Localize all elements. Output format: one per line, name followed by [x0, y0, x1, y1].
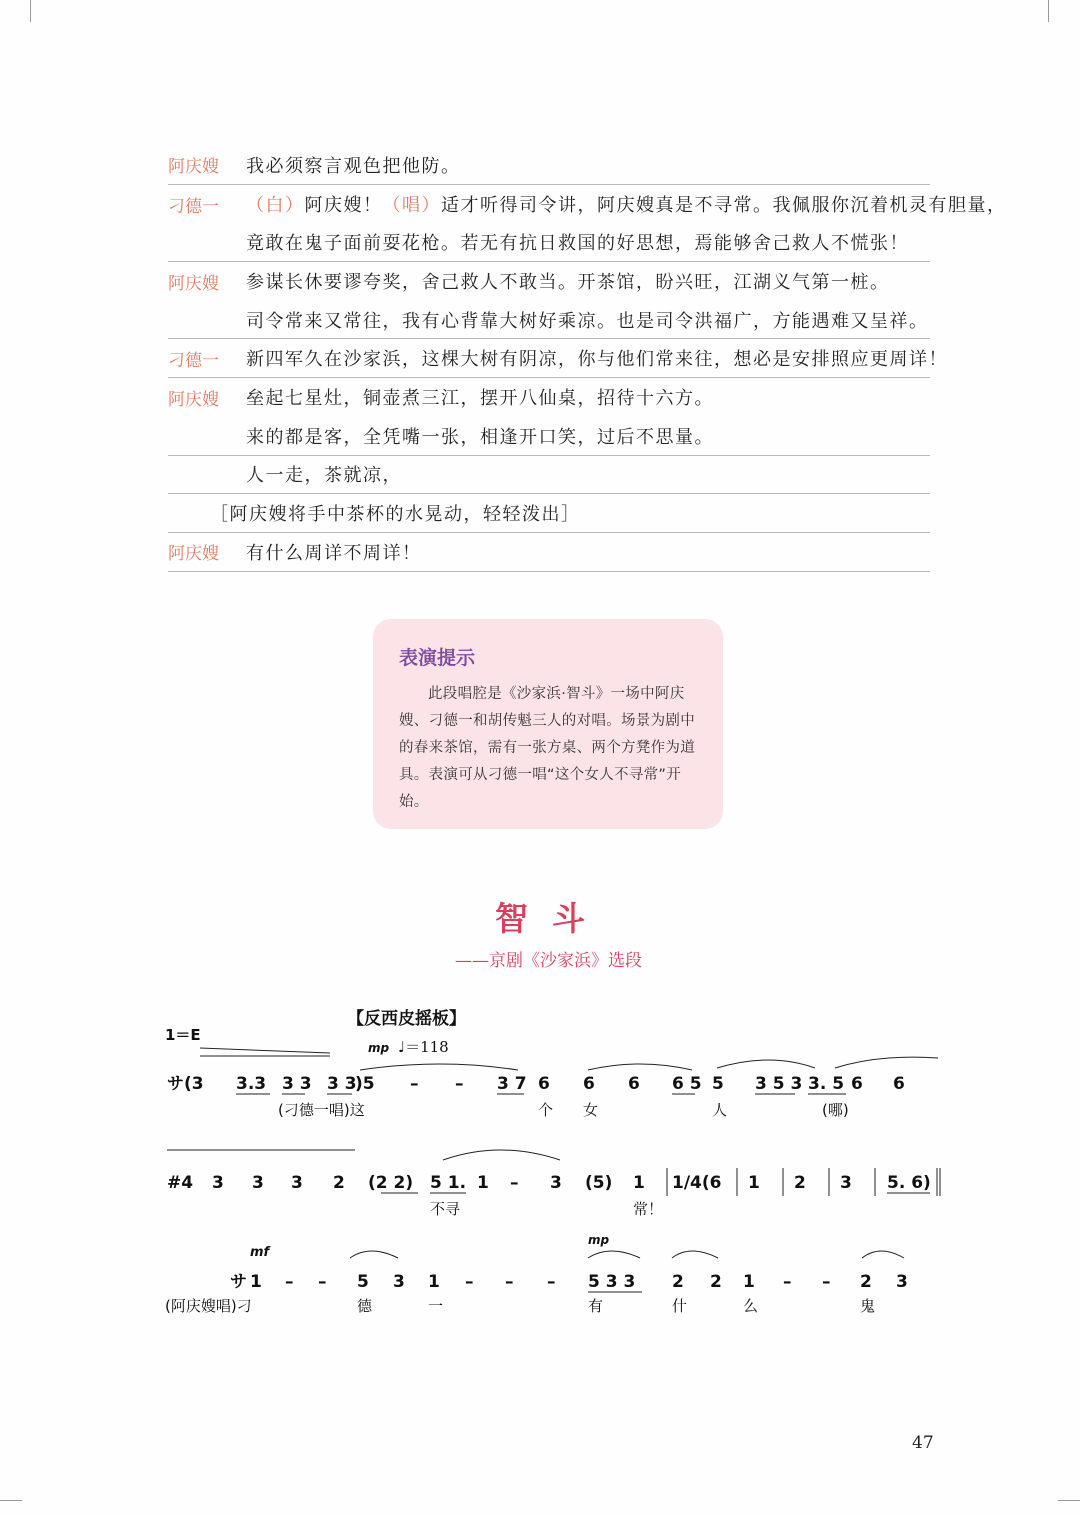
key-signature: 1＝E: [165, 1026, 201, 1044]
score-note: 3 3: [327, 1074, 357, 1094]
dialogue-row: [168, 456, 930, 495]
score-lyric: 不寻: [430, 1200, 461, 1218]
score-note: 1: [477, 1173, 489, 1193]
line-text: 竟敢在鬼子面前耍花枪。若无有抗日救国的好思想，焉能够舍己救人不慌张！: [246, 233, 909, 255]
dialogue-row: [168, 146, 930, 185]
dialogue-row: [168, 417, 930, 456]
score-note: 3: [896, 1272, 908, 1292]
score-note: (2 2): [368, 1173, 414, 1193]
line-text: 我必须察言观色把他防。: [246, 155, 461, 177]
score-note: サ(3: [167, 1074, 204, 1094]
score-note: 3 7: [497, 1074, 527, 1094]
score-note: 3: [550, 1173, 562, 1193]
score-lyric: 个: [538, 1101, 554, 1119]
score-note: 3.3: [236, 1074, 267, 1094]
line-text: 适才听得司令讲，阿庆嫂真是不寻常。我佩服你沉着机灵有胆量，: [441, 195, 1007, 217]
tip-body: 此段唱腔是《沙家浜·智斗》一场中阿庆嫂、刁德一和胡传魁三人的对唱。场景为剧中的春来茶馆，需有一张方桌、两个方凳作为道具。表演可从刁德一唱“这个女人不寻常”开始。: [399, 686, 695, 810]
score-lyric: 一: [428, 1297, 444, 1315]
dynamic-mark: mp: [588, 1233, 610, 1247]
score-note: 2: [860, 1272, 872, 1292]
crop-mark: [1048, 0, 1049, 22]
score-note: 3: [291, 1173, 303, 1193]
score-note: #4: [167, 1173, 194, 1193]
score-lyric: 女: [583, 1101, 599, 1119]
speaker-label: 阿庆嫂: [168, 273, 219, 294]
performance-tip-box: [373, 619, 723, 829]
line-text: 有什么周详不周详！: [246, 542, 422, 564]
score-note: 1: [250, 1272, 262, 1292]
crop-mark: [1058, 1500, 1080, 1501]
line-text: 参谋长休要谬夸奖，舍己救人不敢当。开茶馆，盼兴旺，江湖义气第一桩。: [246, 272, 890, 294]
dialogue-row: [168, 185, 1007, 224]
score-note: 3: [212, 1173, 224, 1193]
score-note: –: [822, 1272, 831, 1292]
dialogue-row: [168, 223, 930, 262]
score-note: 3 5 3: [755, 1074, 803, 1094]
tempo-mark: ♩＝118: [398, 1038, 449, 1056]
score-lyric: 德: [357, 1297, 373, 1315]
score-note: 1: [743, 1272, 755, 1292]
score-lyric: 人: [712, 1101, 728, 1119]
score-lyric: 什: [672, 1297, 688, 1315]
speaker-label: 刁德一: [168, 196, 219, 217]
dialogue-row: [168, 262, 930, 301]
score-note: –: [318, 1272, 327, 1292]
score-note: 5: [357, 1272, 369, 1292]
dialogue-row: [168, 301, 930, 340]
score-note: –: [510, 1173, 519, 1193]
score-note: 5: [712, 1074, 724, 1094]
dialogue-row: [168, 378, 930, 417]
score-note: –: [455, 1074, 464, 1094]
line-text: 垒起七星灶，铜壶煮三江，摆开八仙桌，招待十六方。: [246, 388, 714, 410]
score-note: 3: [840, 1173, 852, 1193]
line-text: 阿庆嫂！: [304, 195, 383, 217]
score-note: 1: [748, 1173, 760, 1193]
score-note: 5 1.: [430, 1173, 467, 1193]
score-note: 3: [252, 1173, 264, 1193]
score-note: 2: [333, 1173, 345, 1193]
speaker-label: 阿庆嫂: [168, 544, 219, 565]
score-note: –: [410, 1074, 419, 1094]
score-note: 6: [851, 1074, 863, 1094]
line-text: 来的都是客，全凭嘴一张，相逢开口笑，过后不思量。: [246, 426, 714, 448]
stage-mark: （白）: [246, 195, 305, 217]
score-note: 3: [393, 1272, 405, 1292]
score-note: 2: [672, 1272, 684, 1292]
dynamic-mark: mp: [368, 1041, 390, 1055]
score-note: 2: [710, 1272, 722, 1292]
dialogue-row: [168, 339, 948, 378]
mode-label: 【反西皮摇板】: [347, 1009, 466, 1029]
score-lyric: 么: [743, 1297, 759, 1315]
score-note: 6: [628, 1074, 640, 1094]
score-note: サ: [230, 1272, 247, 1292]
stage-mark: （唱）: [382, 195, 441, 217]
line-text: 新四军久在沙家浜，这棵大树有阴凉，你与他们常来往，想必是安排照应更周详！: [246, 349, 948, 371]
score-note: 6 5: [672, 1074, 702, 1094]
speaker-label: 刁德一: [168, 350, 219, 371]
score-note: )5: [355, 1074, 375, 1094]
crop-mark: [30, 0, 31, 22]
score-note: 3 3: [282, 1074, 312, 1094]
score-note: –: [783, 1272, 792, 1292]
line-text: 司令常来又常往，我有心背靠大树好乘凉。也是司令洪福广，方能遇难又呈祥。: [246, 310, 929, 332]
score-lyric: (阿庆嫂唱)刁: [165, 1297, 252, 1315]
score-note: 2: [794, 1173, 806, 1193]
dialogue-table: [168, 146, 1007, 572]
score-lyric: (刁德一唱)这: [278, 1101, 365, 1119]
score-note: –: [505, 1272, 514, 1292]
score-note: 1: [428, 1272, 440, 1292]
score-note: –: [465, 1272, 474, 1292]
score-lyric: 鬼: [860, 1297, 876, 1315]
speaker-label: 阿庆嫂: [168, 157, 219, 178]
score-lyric: 有: [588, 1297, 604, 1315]
score-note: –: [285, 1272, 294, 1292]
dialogue-row: [168, 494, 930, 533]
tip-title: 表演提示: [399, 647, 476, 669]
crop-mark: [0, 1500, 22, 1501]
page-number: 47: [912, 1433, 934, 1453]
score-note: 3. 5: [808, 1074, 845, 1094]
score-note: 6: [893, 1074, 905, 1094]
score-note: (5): [585, 1173, 613, 1193]
score-lyric: (哪): [822, 1101, 849, 1119]
score-lyric: 常！: [633, 1200, 664, 1218]
score-note: 5. 6): [887, 1173, 931, 1193]
stage-direction: ［阿庆嫂将手中茶杯的水晃动，轻轻泼出］: [210, 504, 581, 526]
score-note: 6: [583, 1074, 595, 1094]
line-text: 人一走，茶就凉，: [246, 465, 402, 487]
notation-lines: [167, 1048, 940, 1292]
song-subtitle: ——京剧《沙家浜》选段: [455, 951, 642, 971]
dynamic-mark: mf: [250, 1245, 270, 1260]
song-title: 智斗: [495, 899, 609, 938]
speaker-label: 阿庆嫂: [168, 389, 219, 410]
score-note: 1: [633, 1173, 645, 1193]
dialogue-row: [168, 533, 930, 572]
score-note: 1/4(6: [672, 1173, 722, 1193]
score-note: 5 3 3: [588, 1272, 636, 1292]
score-note: 6: [538, 1074, 550, 1094]
score-note: –: [547, 1272, 556, 1292]
